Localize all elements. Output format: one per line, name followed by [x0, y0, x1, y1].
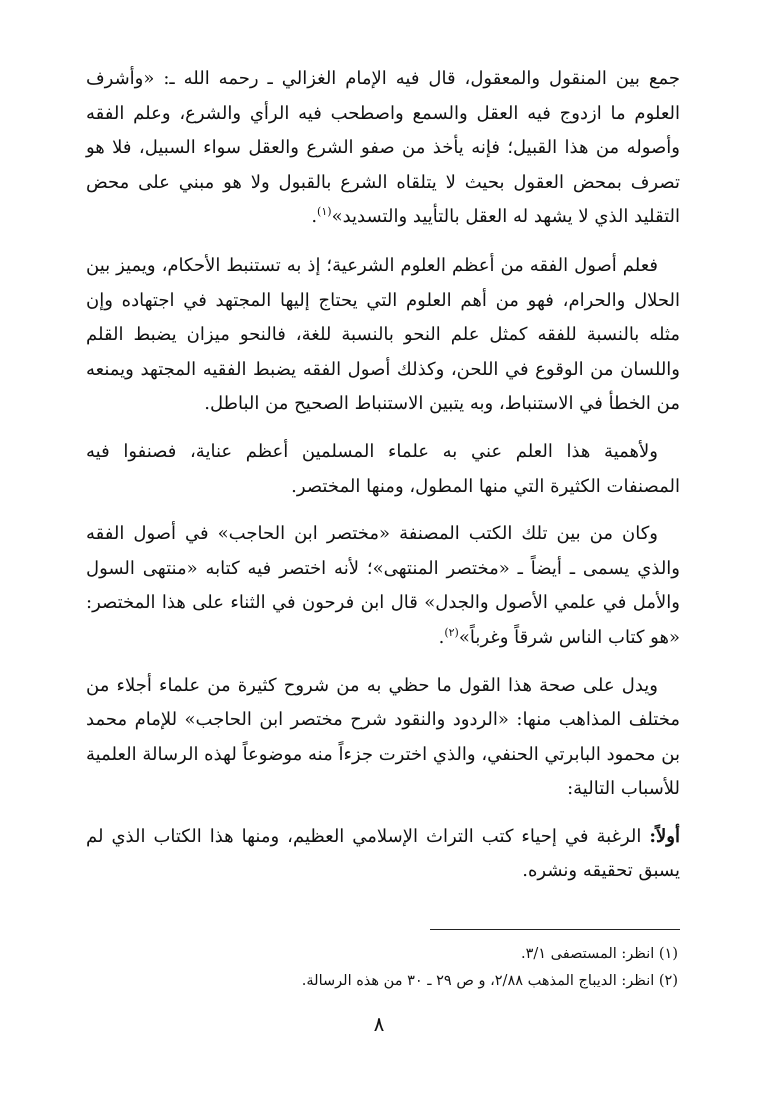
- paragraph-3-text: ولأهمية هذا العلم عني به علماء المسلمين أعظم عناية، فصنفوا فيه المصنفات الكثيرة التي منها المطول، ومنها المختصر.: [86, 440, 680, 497]
- main-text: [86, 62, 680, 902]
- footnote-2: (٢) انظر: الديباج المذهب ٢/٨٨، و ص ٢٩ ـ ٣٠ من هذه الرسالة.: [301, 973, 678, 989]
- paragraph-4-end: .: [438, 626, 445, 648]
- footnote-1: (١) انظر: المستصفى ٣/١.: [520, 946, 678, 962]
- footnote-ref-1: (١): [317, 205, 332, 219]
- paragraph-2: [86, 249, 680, 422]
- paragraph-6-text: الرغبة في إحياء كتب التراث الإسلامي العظيم، ومنها هذا الكتاب الذي لم يسبق تحقيقه ونشره.: [86, 825, 680, 882]
- footnote-divider: [430, 929, 680, 930]
- page-number: ٨: [373, 1012, 385, 1036]
- paragraph-4: [86, 517, 680, 655]
- paragraph-2-text: فعلم أصول الفقه من أعظم العلوم الشرعية؛ إذ به تستنبط الأحكام، ويميز بين الحلال والحرام، فهو من أهم العلوم التي يحتاج إليها المجتهد في اجتهاده وإن مثله بالنسبة للفقه كمثل علم النحو بالنسبة للغة، فالنحو ميزان يضبط القلم واللسان من الوقوع في اللحن، وكذلك أصول الفقه يضبط الفقيه المجتهد ويمنعه من الخطأ في الاستنباط، وبه يتبين الاستنباط الصحيح من الباطل.: [86, 254, 680, 415]
- paragraph-5: [86, 669, 680, 807]
- paragraph-6-label: أولاً:: [649, 825, 680, 847]
- paragraph-1-text: جمع بين المنقول والمعقول، قال فيه الإمام الغزالي ـ رحمه الله ـ: «وأشرف العلوم ما ازدوج فيه العقل والسمع واصطحب فيه الرأي والشرع، وعلم الفقه وأصوله من هذا القبيل؛ فإنه يأخذ من صفو الشرع والعقل سواء السبيل، فلا هو تصرف بمحض العقول بحيث لا يتلقاه الشرع بالقبول ولا هو مبني على محض التقليد الذي لا يشهد له العقل بالتأييد والتسديد»: [86, 68, 680, 228]
- paragraph-1-end: .: [311, 206, 318, 228]
- paragraph-3: [86, 435, 680, 504]
- paragraph-4-text: وكان من بين تلك الكتب المصنفة «مختصر ابن الحاجب» في أصول الفقه والذي يسمى ـ أيضاً ـ «مختصر المنتهى»؛ لأنه اختصر فيه كتابه «منتهى السول والأمل في علمي الأصول والجدل» قال ابن فرحون في الثناء على هذا المختصر: «هو كتاب الناس شرقاً وغرباً»: [86, 523, 680, 648]
- footnote-ref-2: (٢): [444, 625, 459, 639]
- paragraph-5-text: ويدل على صحة هذا القول ما حظي به من شروح كثيرة من علماء أجلاء من مختلف المذاهب منها: «الردود والنقود شرح مختصر ابن الحاجب» للإمام محمد بن محمود البابرتي الحنفي، والذي اخترت جزءاً منه موضوعاً لهذه الرسالة العلمية للأسباب التالية:: [86, 674, 680, 800]
- footnotes: [78, 941, 678, 995]
- paragraph-6: [86, 820, 680, 889]
- paragraph-1: [86, 62, 680, 235]
